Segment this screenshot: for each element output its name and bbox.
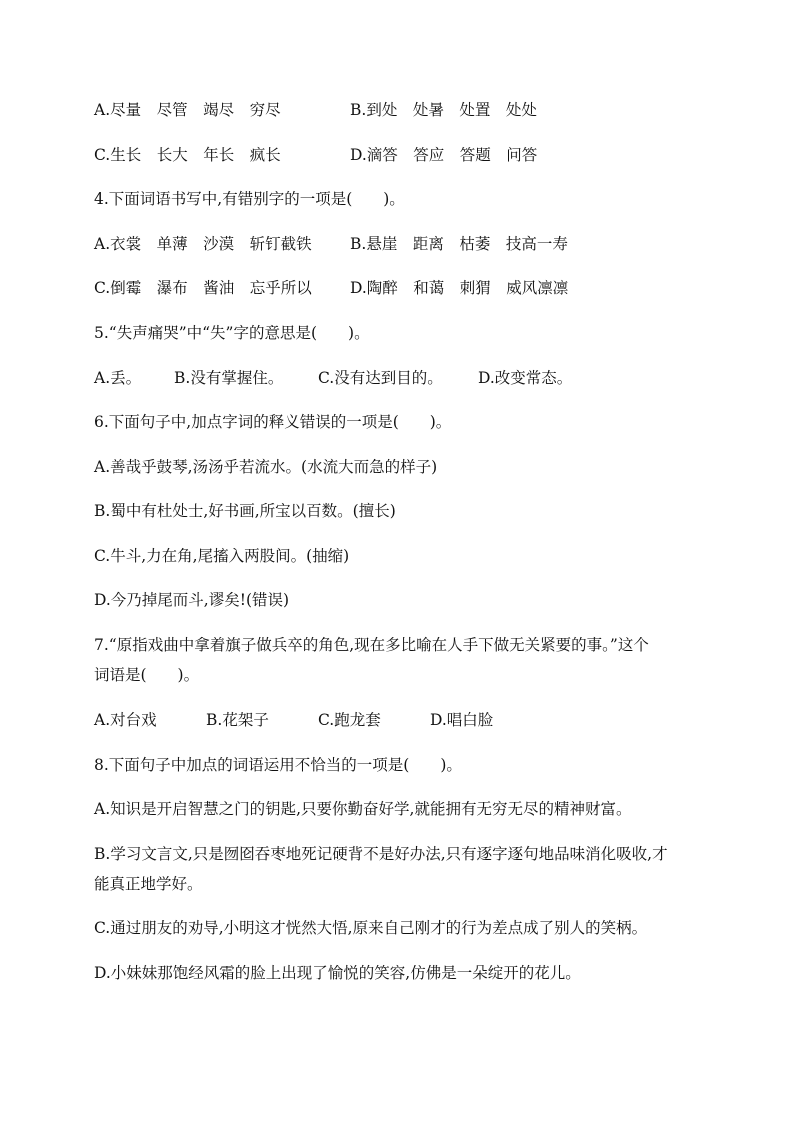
option-c: C.没有达到目的。 <box>318 369 443 387</box>
question-8-option-d: D.小妹妹那饱经风霜的脸上出现了愉悦的笑容,仿佛是一朵绽开的花儿。 <box>94 964 581 982</box>
question-7-stem-line2: 词语是( )。 <box>94 666 200 684</box>
options-row-ab <box>94 99 754 121</box>
question-5-stem: 5.“失声痛哭”中“失”字的意思是( )。 <box>94 324 370 342</box>
option-d: D.改变常态。 <box>478 369 573 387</box>
option-d: D.陶醉 和蔼 刺猬 威风凛凛 <box>350 279 569 297</box>
question-8-option-a: A.知识是开启智慧之门的钥匙,只要你勤奋好学,就能拥有无穷无尽的精神财富。 <box>94 800 632 818</box>
option-c: C.跑龙套 <box>318 711 381 729</box>
question-8-option-b-line2: 能真正地学好。 <box>94 875 203 893</box>
option-c: C.倒霉 瀑布 酱油 忘乎所以 <box>94 279 312 297</box>
question-7-stem-line1: 7.“原指戏曲中拿着旗子做兵卒的角色,现在多比喻在人手下做无关紧要的事。”这个 <box>94 636 649 654</box>
option-a: A.尽量 尽管 竭尽 穷尽 <box>94 101 281 119</box>
option-a: A.对台戏 <box>94 711 157 729</box>
question-8-stem: 8.下面句子中加点的词语运用不恰当的一项是( )。 <box>94 756 462 774</box>
option-a: A.丢。 <box>94 369 142 387</box>
question-6-option-c: C.牛斗,力在角,尾搐入两股间。(抽缩) <box>94 547 350 565</box>
question-4-options-cd <box>94 277 754 299</box>
option-b: B.没有掌握住。 <box>174 369 284 387</box>
option-c: C.生长 长大 年长 疯长 <box>94 146 281 164</box>
option-b: B.到处 处暑 处置 处处 <box>350 101 537 119</box>
question-6-option-d: D.今乃掉尾而斗,谬矣!(错误) <box>94 591 290 609</box>
option-d: D.唱白脸 <box>430 711 494 729</box>
question-4-stem: 4.下面词语书写中,有错别字的一项是( )。 <box>94 190 405 208</box>
question-6-stem: 6.下面句子中,加点字词的释义错误的一项是( )。 <box>94 413 452 431</box>
option-d: D.滴答 答应 答题 问答 <box>350 146 538 164</box>
question-8-option-b-line1: B.学习文言文,只是囫囵吞枣地死记硬背不是好办法,只有逐字逐句地品味消化吸收,才 <box>94 845 668 863</box>
options-row-cd <box>94 144 754 166</box>
question-6-option-a: A.善哉乎鼓琴,汤汤乎若流水。(水流大而急的样子) <box>94 458 438 476</box>
option-b: B.悬崖 距离 枯萎 技高一寿 <box>350 235 568 253</box>
question-8-option-c: C.通过朋友的劝导,小明这才恍然大悟,原来自己刚才的行为差点成了别人的笑柄。 <box>94 919 648 937</box>
option-a: A.衣裳 单薄 沙漠 斩钉截铁 <box>94 235 312 253</box>
question-6-option-b: B.蜀中有杜处士,好书画,所宝以百数。(擅长) <box>94 502 396 520</box>
question-4-options-ab <box>94 233 754 255</box>
option-b: B.花架子 <box>206 711 269 729</box>
